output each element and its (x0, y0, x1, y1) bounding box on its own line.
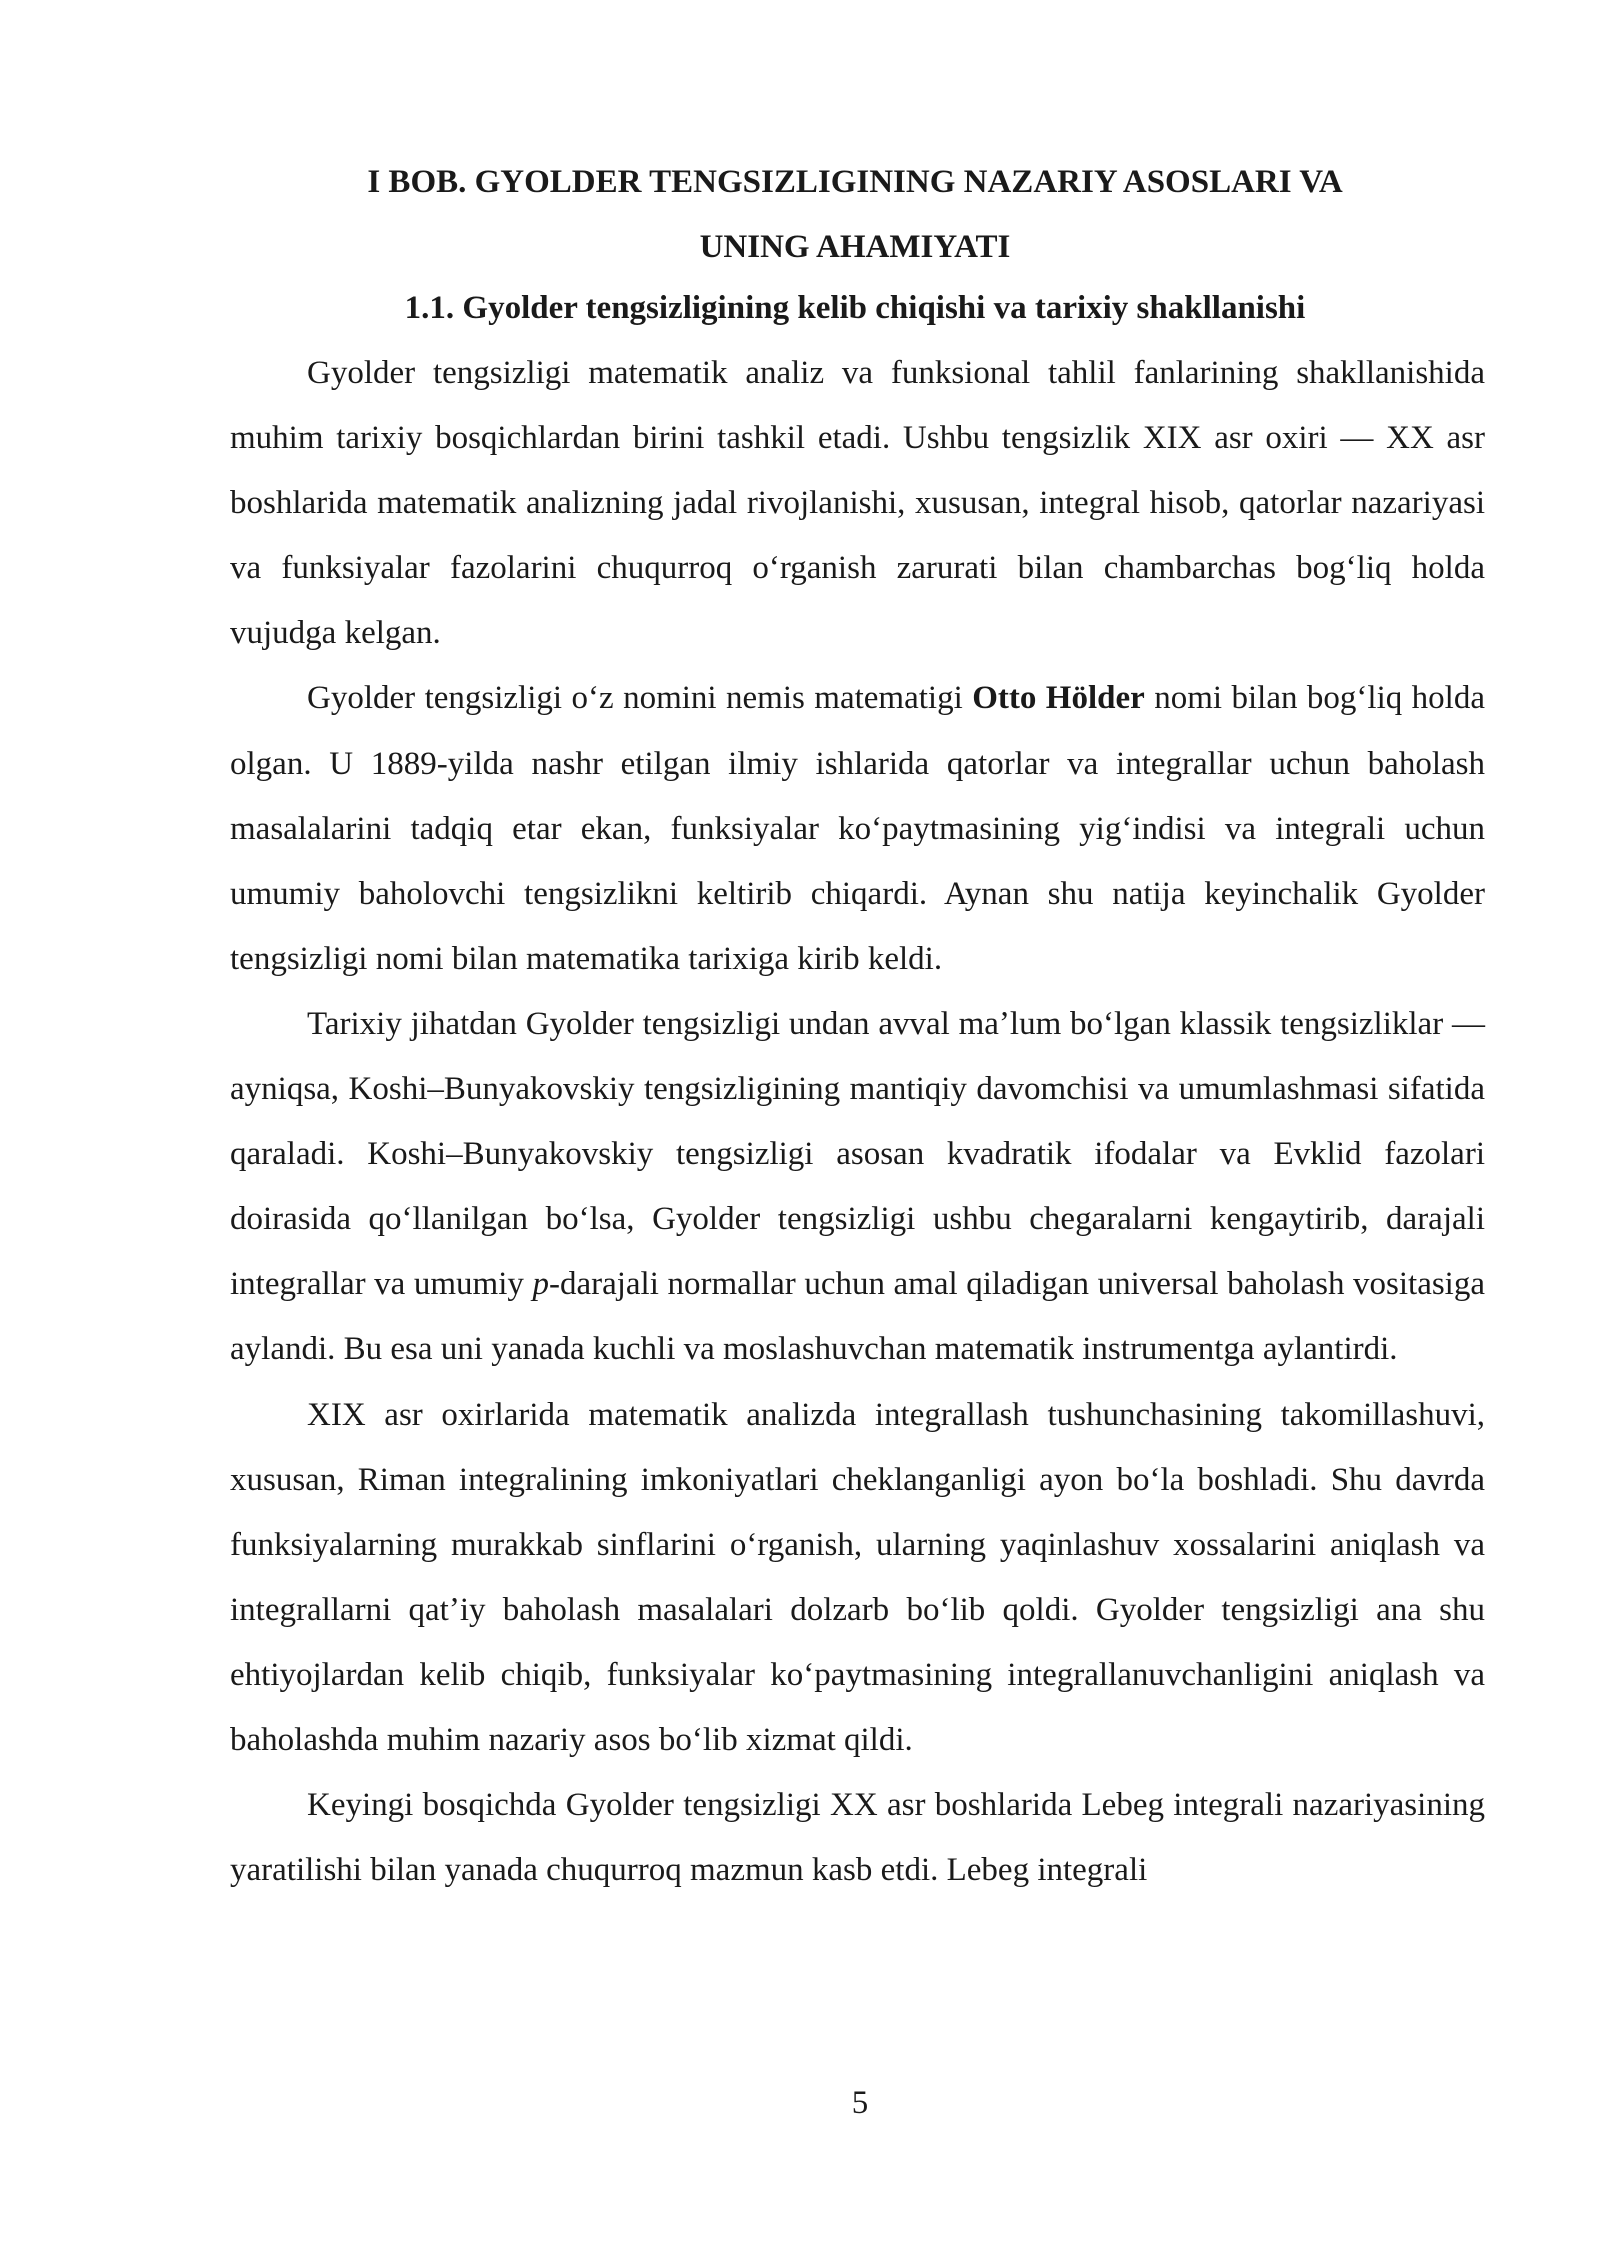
paragraph-3-text-after: -darajali normallar uchun amal qiladigan universal baholash vositasiga aylandi. Bu esa uni yanada kuchli va moslashuvchan matematik instrumentga aylantirdi. (230, 1266, 1486, 1368)
page-number: 5 (851, 2085, 869, 2121)
paragraph-1: Gyolder tengsizligi matematik analiz va funksional tahlil fanlarining shakllanishida muhim tarixiy bosqichlardan birini tashkil etadi. Ushbu tengsizlik XIX asr oxiri — XX asr boshlarida matematik analizning jadal rivojlanishi, xususan, integral hisob, qatorlar nazariyasi va funksiyalar fazolarini chuqurroq oʻrganish zarurati bilan chambarchas bogʻliq holda vujudga kelgan. (230, 355, 1485, 652)
chapter-title-line-1: I BOB. GYOLDER TENGSIZLIGINING NAZARIY ASOSLARI VA (367, 164, 1343, 200)
paragraph-4: XIX asr oxirlarida matematik analizda integrallash tushunchasining takomillashuvi, xususan, Riman integralining imkoniyatlari cheklanganligi ayon boʻla boshladi. Shu davrda funksiyalarning murakkab sinflarini oʻrganish, ularning yaqinlashuv xossalarini aniqlash va integrallarni qatʼiy baholash masalalari dolzarb boʻlib qoldi. Gyolder tengsizligi ana shu ehtiyojlardan kelib chiqib, funksiyalar koʻpaytmasining integrallanuvchanligini aniqlash va baholashda muhim nazariy asos boʻlib xizmat qildi. (230, 1396, 1485, 1758)
chapter-title (230, 150, 1480, 280)
math-variable-p: p (532, 1266, 549, 1303)
mathematician-name: Otto Hölder (972, 680, 1145, 717)
paragraph-2-text-after: nomi bilan bogʻliq holda olgan. U 1889-yilda nashr etilgan ilmiy ishlarida qatorlar va integrallar uchun baholash masalalarini tadqiq etar ekan, funksiyalar koʻpaytmasining yigʻindisi va integrali uchun umumiy baholovchi tengsizlikni keltirib chiqardi. Aynan shu natija keyinchalik Gyolder tengsizligi nomi bilan matematika tarixiga kirib keldi. (230, 680, 1485, 977)
paragraph-3-text-before: Tarixiy jihatdan Gyolder tengsizligi undan avval maʼlum boʻlgan klassik tengsizliklar — ayniqsa, Koshi–Bunyakovskiy tengsizligining mantiqiy davomchisi va umumlashmasi sifatida qaraladi. Koshi–Bunyakovskiy tengsizligi asosan kvadratik ifodalar va Evklid fazolari doirasida qoʻllanilgan boʻlsa, Gyolder tengsizligi ushbu chegaralarni kengaytirib, darajali integrallar va umumiy (230, 1005, 1485, 1303)
chapter-title-line-2: UNING AHAMIYATI (699, 229, 1011, 265)
paragraph-3 (230, 992, 1485, 1383)
paragraph-2 (230, 666, 1485, 991)
paragraph-5: Keyingi bosqichda Gyolder tengsizligi XX asr boshlarida Lebeg integrali nazariyasining yaratilishi bilan yanada chuqurroq mazmun kasb etdi. Lebeg integrali (230, 1787, 1485, 1889)
paragraph-2-text-before: Gyolder tengsizligi oʻz nomini nemis matematigi (307, 680, 973, 717)
section-title: 1.1. Gyolder tengsizligining kelib chiqishi va tarixiy shakllanishi (404, 290, 1306, 326)
body-text (230, 341, 1485, 1903)
